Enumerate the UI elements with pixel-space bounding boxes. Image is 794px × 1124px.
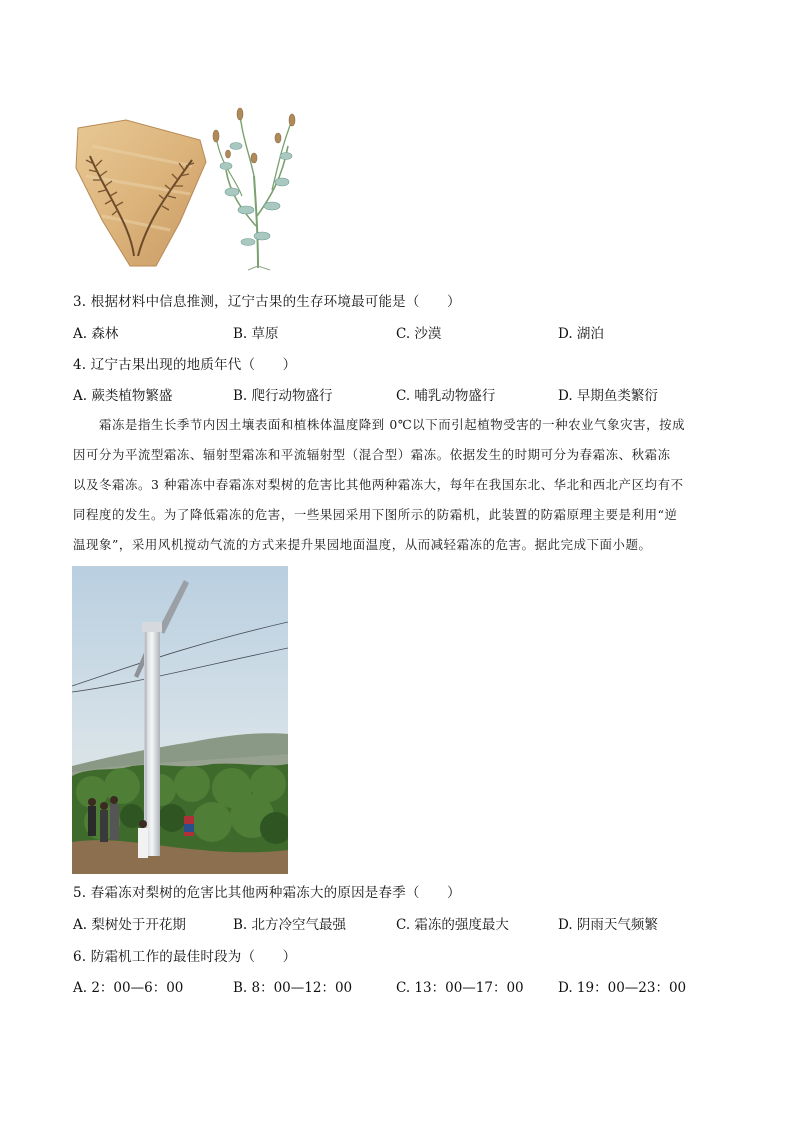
question-3-stem: 3. 根据材料中信息推测，辽宁古果的生存环境最可能是（ ） bbox=[73, 294, 461, 310]
q5-option-b[interactable]: B. 北方冷空气最强 bbox=[233, 917, 347, 933]
q3-option-c[interactable]: C. 沙漠 bbox=[396, 326, 442, 342]
frost-fan-photo bbox=[72, 566, 288, 874]
question-5-stem: 5. 春霜冻对梨树的危害比其他两种霜冻大的原因是春季（ ） bbox=[73, 885, 461, 901]
fossil-plant-image bbox=[72, 106, 308, 274]
question-6-stem: 6. 防霜机工作的最佳时段为（ ） bbox=[73, 949, 297, 965]
passage-line-4: 同程度的发生。为了降低霜冻的危害，一些果园采用下图所示的防霜机，此装置的防霜原理主要是利用“逆 bbox=[73, 507, 678, 522]
q4-option-b[interactable]: B. 爬行动物盛行 bbox=[233, 388, 333, 404]
fossil-figure bbox=[72, 106, 308, 274]
q6-option-a[interactable]: A. 2：00—6：00 bbox=[73, 980, 184, 996]
q3-option-a[interactable]: A. 森林 bbox=[73, 326, 119, 342]
passage-line-5: 温现象”，采用风机搅动气流的方式来提升果园地面温度，从而减轻霜冻的危害。据此完成下面小题。 bbox=[73, 537, 652, 552]
q4-option-c[interactable]: C. 哺乳动物盛行 bbox=[396, 388, 496, 404]
q6-option-c[interactable]: C. 13：00—17：00 bbox=[396, 980, 524, 996]
passage-line-1: 霜冻是指生长季节内因土壤表面和植株体温度降到 0℃以下而引起植物受害的一种农业气象灾害，按成 bbox=[99, 417, 686, 432]
q6-option-d[interactable]: D. 19：00—23：00 bbox=[558, 980, 687, 996]
q6-option-b[interactable]: B. 8：00—12：00 bbox=[233, 980, 353, 996]
q5-option-a[interactable]: A. 梨树处于开花期 bbox=[73, 917, 186, 933]
frost-fan-figure bbox=[72, 566, 288, 874]
q4-option-d[interactable]: D. 早期鱼类繁衍 bbox=[558, 388, 658, 404]
q5-option-d[interactable]: D. 阴雨天气频繁 bbox=[558, 917, 658, 933]
q5-option-c[interactable]: C. 霜冻的强度最大 bbox=[396, 917, 509, 933]
passage-line-2: 因可分为平流型霜冻、辐射型霜冻和平流辐射型（混合型）霜冻。依据发生的时期可分为春霜冻、秋霜冻 bbox=[73, 447, 671, 462]
question-4-stem: 4. 辽宁古果出现的地质年代（ ） bbox=[73, 357, 297, 373]
q4-option-a[interactable]: A. 蕨类植物繁盛 bbox=[73, 388, 173, 404]
passage-line-3: 以及冬霜冻。3 种霜冻中春霜冻对梨树的危害比其他两种霜冻大，每年在我国东北、华北和西北产区均有不 bbox=[73, 477, 684, 492]
q3-option-d[interactable]: D. 湖泊 bbox=[558, 326, 604, 342]
passage bbox=[73, 410, 723, 560]
q3-option-b[interactable]: B. 草原 bbox=[233, 326, 279, 342]
